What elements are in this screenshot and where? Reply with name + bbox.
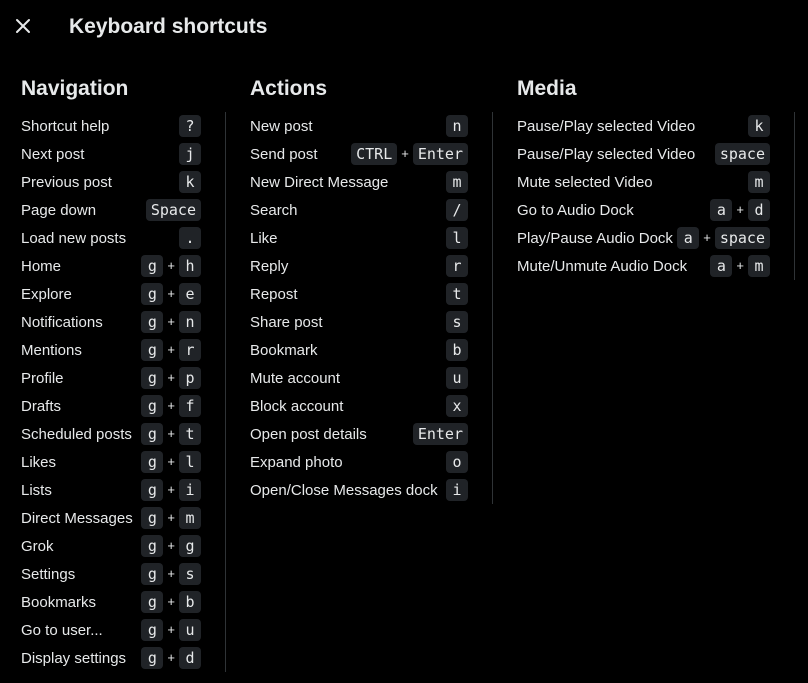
key-cap: g [141, 339, 163, 361]
shortcut-row [21, 644, 201, 672]
shortcut-row [250, 224, 468, 252]
shortcut-label: Drafts [21, 397, 62, 415]
shortcut-row [21, 252, 201, 280]
close-button[interactable] [11, 14, 35, 38]
shortcut-row [517, 196, 770, 224]
shortcut-row [21, 392, 201, 420]
key-cap: x [446, 395, 468, 417]
shortcut-row [21, 308, 201, 336]
shortcut-keys [141, 451, 201, 473]
key-cap: k [179, 171, 201, 193]
shortcut-row [517, 112, 770, 140]
shortcut-label: Bookmarks [21, 593, 97, 611]
shortcut-keys [710, 199, 770, 221]
key-cap: m [446, 171, 468, 193]
key-cap: l [446, 227, 468, 249]
key-cap: ? [179, 115, 201, 137]
shortcut-row [250, 140, 468, 168]
shortcut-list-media [517, 112, 770, 280]
key-cap: g [141, 255, 163, 277]
shortcut-keys [146, 199, 201, 221]
key-separator: + [167, 286, 175, 301]
key-cap: g [141, 507, 163, 529]
key-cap: g [141, 423, 163, 445]
shortcut-keys [141, 255, 201, 277]
shortcut-label: Likes [21, 453, 57, 471]
shortcut-label: Mute/Unmute Audio Dock [517, 257, 688, 275]
key-cap: p [179, 367, 201, 389]
key-cap: space [715, 227, 770, 249]
key-cap: b [179, 591, 201, 613]
key-separator: + [167, 398, 175, 413]
key-cap: j [179, 143, 201, 165]
shortcut-label: Load new posts [21, 229, 127, 247]
key-cap: space [715, 143, 770, 165]
shortcut-keys [748, 115, 770, 137]
column-divider [794, 112, 795, 280]
key-cap: f [179, 395, 201, 417]
shortcut-label: Page down [21, 201, 97, 219]
key-cap: k [748, 115, 770, 137]
shortcut-keys [141, 311, 201, 333]
shortcut-keys [141, 479, 201, 501]
shortcut-row [21, 532, 201, 560]
section-title-navigation: Navigation [21, 77, 129, 100]
shortcut-keys [141, 535, 201, 557]
key-cap: s [179, 563, 201, 585]
key-cap: i [446, 479, 468, 501]
shortcut-row [21, 112, 201, 140]
shortcut-row [21, 560, 201, 588]
shortcut-keys [446, 199, 468, 221]
key-cap: g [141, 311, 163, 333]
shortcut-label: Previous post [21, 173, 112, 191]
key-cap: a [710, 199, 732, 221]
key-separator: + [167, 426, 175, 441]
key-cap: o [446, 451, 468, 473]
key-cap: n [446, 115, 468, 137]
shortcut-keys [179, 115, 201, 137]
key-cap: Enter [413, 423, 468, 445]
section-title-media: Media [517, 77, 577, 100]
shortcut-label: Display settings [21, 649, 127, 667]
shortcut-keys [446, 395, 468, 417]
shortcut-row [21, 504, 201, 532]
column-divider [225, 112, 226, 672]
shortcut-row [21, 336, 201, 364]
shortcut-row [250, 168, 468, 196]
shortcut-row [250, 308, 468, 336]
key-separator: + [167, 258, 175, 273]
shortcut-keys [446, 115, 468, 137]
shortcut-row [21, 196, 201, 224]
key-cap: . [179, 227, 201, 249]
section-navigation [21, 76, 201, 672]
shortcut-keys [141, 339, 201, 361]
shortcut-label: Settings [21, 565, 76, 583]
shortcut-keys [748, 171, 770, 193]
shortcut-row [250, 476, 468, 504]
key-cap: d [179, 647, 201, 669]
key-separator: + [736, 258, 744, 273]
shortcut-keys [446, 171, 468, 193]
shortcut-row [517, 252, 770, 280]
key-separator: + [167, 510, 175, 525]
key-separator: + [167, 594, 175, 609]
shortcut-label: Home [21, 257, 62, 275]
shortcut-row [21, 616, 201, 644]
shortcut-row [21, 364, 201, 392]
shortcut-keys [677, 227, 770, 249]
shortcut-label: New Direct Message [250, 173, 389, 191]
key-cap: g [141, 535, 163, 557]
key-cap: Space [146, 199, 201, 221]
key-cap: t [179, 423, 201, 445]
shortcut-keys [446, 367, 468, 389]
shortcut-label: Go to user... [21, 621, 103, 639]
shortcut-row [250, 280, 468, 308]
shortcut-row [250, 420, 468, 448]
key-cap: b [446, 339, 468, 361]
shortcut-label: Pause/Play selected Video [517, 117, 696, 135]
shortcut-label: Notifications [21, 313, 103, 331]
shortcut-label: Lists [21, 481, 52, 499]
shortcut-keys [446, 451, 468, 473]
shortcut-keys [710, 255, 770, 277]
key-cap: a [710, 255, 732, 277]
shortcut-keys [446, 311, 468, 333]
key-cap: g [141, 451, 163, 473]
shortcut-label: Open post details [250, 425, 367, 443]
key-cap: g [141, 647, 163, 669]
key-separator: + [167, 314, 175, 329]
shortcut-label: Like [250, 229, 278, 247]
shortcut-row [250, 336, 468, 364]
key-cap: g [141, 591, 163, 613]
key-cap: m [748, 171, 770, 193]
shortcut-label: Shortcut help [21, 117, 110, 135]
key-separator: + [167, 370, 175, 385]
shortcut-label: Expand photo [250, 453, 343, 471]
shortcut-keys [141, 647, 201, 669]
shortcut-label: Mute account [250, 369, 341, 387]
key-separator: + [167, 482, 175, 497]
key-separator: + [736, 202, 744, 217]
key-cap: u [179, 619, 201, 641]
key-cap: h [179, 255, 201, 277]
shortcut-label: Open/Close Messages dock [250, 481, 438, 499]
shortcut-row [21, 224, 201, 252]
key-cap: g [141, 479, 163, 501]
shortcut-label: Share post [250, 313, 323, 331]
key-separator: + [703, 230, 711, 245]
key-cap: Enter [413, 143, 468, 165]
key-separator: + [167, 566, 175, 581]
shortcut-label: Profile [21, 369, 64, 387]
shortcut-row [21, 280, 201, 308]
shortcut-row [250, 196, 468, 224]
shortcut-keys [446, 283, 468, 305]
key-cap: s [446, 311, 468, 333]
shortcut-label: Grok [21, 537, 54, 555]
key-cap: u [446, 367, 468, 389]
key-cap: g [141, 283, 163, 305]
shortcut-row [250, 392, 468, 420]
shortcut-keys [141, 395, 201, 417]
shortcut-label: Scheduled posts [21, 425, 132, 443]
shortcut-row [250, 448, 468, 476]
shortcut-row [21, 420, 201, 448]
shortcut-row [250, 364, 468, 392]
key-cap: i [179, 479, 201, 501]
shortcut-keys [351, 143, 468, 165]
key-cap: n [179, 311, 201, 333]
shortcut-row [21, 476, 201, 504]
key-cap: m [179, 507, 201, 529]
shortcut-row [517, 224, 770, 252]
shortcut-label: Mentions [21, 341, 82, 359]
shortcut-label: Explore [21, 285, 72, 303]
shortcut-keys [141, 563, 201, 585]
shortcut-keys [179, 143, 201, 165]
shortcut-label: Go to Audio Dock [517, 201, 634, 219]
close-icon [13, 16, 33, 36]
key-separator: + [401, 146, 409, 161]
shortcut-label: Mute selected Video [517, 173, 653, 191]
shortcut-label: Repost [250, 285, 298, 303]
key-cap: m [748, 255, 770, 277]
shortcut-keys [141, 507, 201, 529]
key-separator: + [167, 650, 175, 665]
key-cap: d [748, 199, 770, 221]
page-title: Keyboard shortcuts [69, 15, 268, 38]
shortcut-keys [141, 619, 201, 641]
key-cap: t [446, 283, 468, 305]
key-cap: l [179, 451, 201, 473]
shortcut-label: New post [250, 117, 313, 135]
shortcut-keys [141, 423, 201, 445]
shortcut-label: Send post [250, 145, 318, 163]
shortcut-label: Pause/Play selected Video [517, 145, 696, 163]
shortcut-row [517, 140, 770, 168]
key-cap: g [141, 395, 163, 417]
key-cap: r [446, 255, 468, 277]
shortcut-label: Block account [250, 397, 344, 415]
shortcut-row [250, 112, 468, 140]
shortcut-keys [413, 423, 468, 445]
key-cap: a [677, 227, 699, 249]
shortcut-keys [446, 227, 468, 249]
shortcut-label: Reply [250, 257, 289, 275]
shortcut-keys [141, 367, 201, 389]
shortcut-keys [179, 171, 201, 193]
shortcut-keys [141, 591, 201, 613]
key-cap: g [141, 563, 163, 585]
shortcut-label: Play/Pause Audio Dock [517, 229, 673, 247]
shortcut-row [250, 252, 468, 280]
shortcut-label: Next post [21, 145, 85, 163]
shortcut-row [517, 168, 770, 196]
shortcut-keys [141, 283, 201, 305]
shortcut-label: Direct Messages [21, 509, 133, 527]
key-separator: + [167, 622, 175, 637]
shortcut-row [21, 168, 201, 196]
shortcut-keys [179, 227, 201, 249]
key-cap: CTRL [351, 143, 397, 165]
shortcut-keys [446, 339, 468, 361]
key-cap: g [141, 367, 163, 389]
shortcut-keys [446, 255, 468, 277]
key-separator: + [167, 454, 175, 469]
key-cap: g [179, 535, 201, 557]
shortcut-row [21, 448, 201, 476]
shortcut-keys [715, 143, 770, 165]
key-separator: + [167, 538, 175, 553]
shortcut-list-actions [250, 112, 468, 504]
shortcut-row [21, 588, 201, 616]
key-cap: e [179, 283, 201, 305]
shortcut-label: Search [250, 201, 298, 219]
section-media [517, 76, 770, 280]
key-cap: r [179, 339, 201, 361]
column-divider [492, 112, 493, 504]
shortcut-row [21, 140, 201, 168]
shortcut-keys [446, 479, 468, 501]
shortcut-list-navigation [21, 112, 201, 672]
shortcut-label: Bookmark [250, 341, 318, 359]
key-cap: / [446, 199, 468, 221]
section-title-actions: Actions [250, 77, 328, 100]
section-actions [250, 76, 468, 504]
key-separator: + [167, 342, 175, 357]
key-cap: g [141, 619, 163, 641]
